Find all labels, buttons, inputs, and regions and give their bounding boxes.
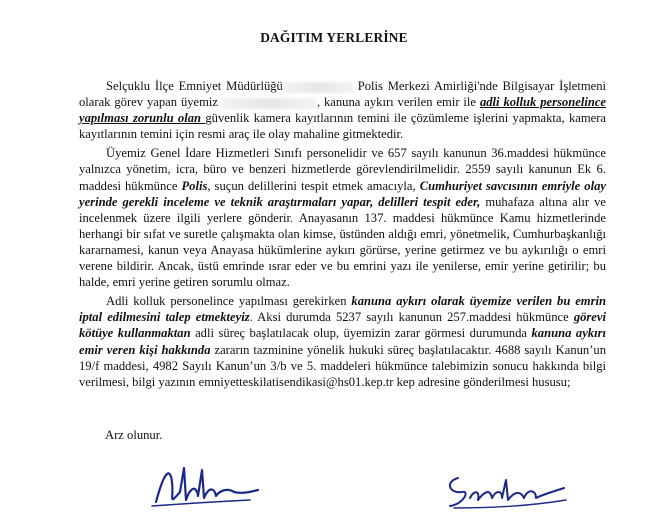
p1-emphasis: adli kolluk personelince yapılması zorunlu olan	[79, 95, 607, 126]
p3-emphasis-request: kanuna aykırı olarak üyemize verilen bu emrin iptal edilmesini talep etmekteyiz	[79, 294, 606, 325]
p2-emphasis-polis: Polis	[181, 178, 208, 193]
redacted-member-name	[222, 98, 317, 109]
document-body	[79, 78, 606, 393]
closing-text: Arz olunur.	[105, 428, 163, 442]
p3-text-c: . Aksi durumda 5237 sayılı kanunun 257.maddesi hükmünce	[249, 310, 574, 325]
p1-text-c: , kanuna aykırı verilen emir ile	[316, 95, 480, 110]
p3-text-g: zararın tazminine yönelik hukuki süreç başlatılacaktır. 4688 sayılı Kanun’un 19/f maddesi, 4982 Sayılı Kanun’un 3/b ve 5. maddeleri hükmünce talebimizin sonucu hakkında bilgi verilmesi, bilgi yazının emniyetteskilatisendikasi@hs01.kep.tr kep adresine gönderilmesi hususu;	[79, 342, 607, 389]
redacted-name	[283, 82, 353, 93]
signature-left	[150, 462, 262, 510]
p1-text-a: Selçuklu İlçe Emniyet Müdürlüğü	[106, 79, 283, 93]
document-title: DAĞITIM YERLERİNE	[260, 30, 408, 45]
paragraph-2	[79, 145, 606, 290]
p1-text-b: Polis Merkezi Amirliği'nde Bilgisayar İşletmeni olarak görev yapan üyemiz	[79, 79, 607, 110]
p2-emphasis-savci: Cumhuriyet savcısının emriyle olay yerinde gerekli inceleme ve teknik araştırmaları yapar, delilleri tespit eder,	[79, 178, 606, 209]
paragraph-1	[79, 78, 606, 142]
paragraph-3	[79, 293, 606, 390]
p2-text-e: muhafaza altına alır ve incelenmek üzere ilgili yerlere gönderir. Anayasanın 137. maddesi hükmünce Kamu hizmetlerinde herhangi bir sıfat ve suretle çalışmakta olan kimse, üstünden aldığı emri, yönetmelik, Cumhurbaşkanlığı kararnamesi, kanun veya Anayasa hükümlerine aykırı görürse, yerine getirmez ve bu aykırılığı o emri verene bildirir. Ancak, üstü emrinde ısrar eder ve bu emrini yazı ile yenilerse, emir yerine getirilir; bu halde, emri yerine getiren sorumlu olmaz.	[79, 194, 606, 290]
p2-text-c: , suçun delillerini tespit etmek amacıyla,	[207, 178, 420, 193]
signature-right	[440, 468, 570, 514]
p2-text-a: Üyemiz Genel İdare Hizmetleri Sınıfı personelidir ve 657 sayılı kanunun 36.maddesi hükmünce yalnızca yönetim, icra, büro ve benzeri hizmetlerde görevlendirilmelidir. 2559 sayılı kanunun Ek 6. maddesi hükmünce	[79, 146, 606, 193]
p3-text-a: Adli kolluk personelince yapılması gerekirken	[106, 294, 352, 309]
p3-text-e: adli süreç başlatılacak olup, üyemizin zarar görmesi durumunda	[190, 326, 532, 341]
p3-emphasis-abuse: görevi kötüye kullanmaktan	[79, 310, 606, 341]
p3-emphasis-person: kanuna aykırı emir veren kişi hakkında	[79, 326, 606, 357]
p1-text-e: güvenlik kamera kayıtlarının temini ile çözümleme işlerini yapmakta, kamera kayıtlarının temini için resmi araç ile olay mahaline gitmektedir.	[79, 111, 607, 142]
